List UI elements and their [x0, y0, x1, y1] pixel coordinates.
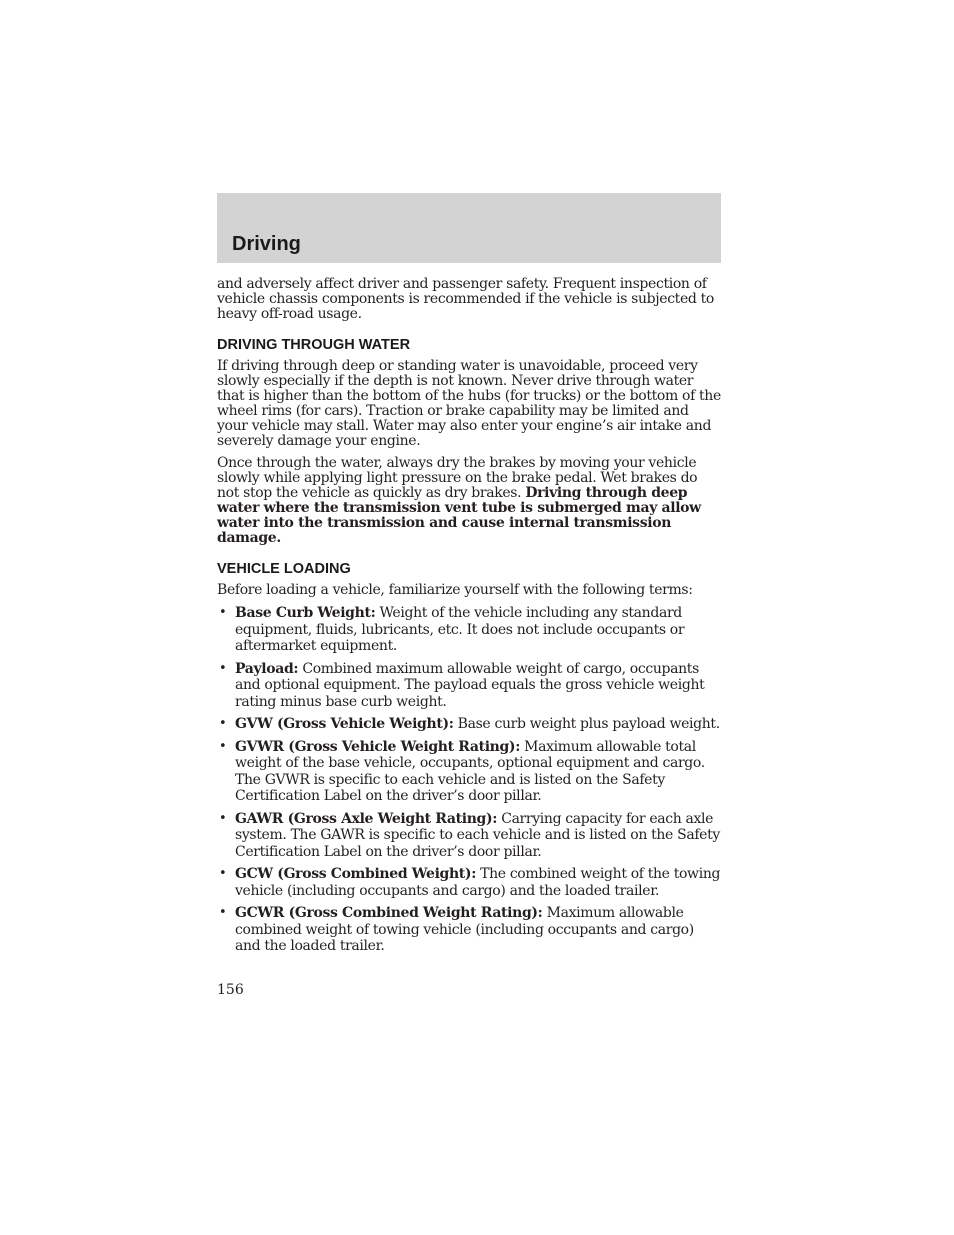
water-warning-text: Driving through deep water where the transmission vent tube is submerged may allow water into the transmission and cause internal transmission damage. [217, 485, 701, 546]
water-paragraph-1: If driving through deep or standing water is unavoidable, proceed very slowly especially if the depth is not known. Never drive through water that is higher than the bottom of the hubs (for trucks) or the bottom of the wheel rims (for cars). Traction or brake capability may be limited and your vehicle may stall. Water may also enter your engine’s air intake and severely damage your engine. [217, 358, 721, 449]
list-item [217, 739, 721, 805]
term-definition: Carrying capacity for each axle system. The GAWR is specific to each vehicle and is listed on the Safety Certification Label on the driver’s door pillar. [235, 810, 720, 860]
intro-paragraph: and adversely affect driver and passenger safety. Frequent inspection of vehicle chassis components is recommended if the vehicle is subjected to heavy off-road usage. [217, 276, 714, 322]
bullet-icon: • [219, 905, 227, 920]
term-name: GCWR (Gross Combined Weight Rating): [235, 905, 543, 921]
term-definition: Weight of the vehicle including any standard equipment, fluids, lubricants, etc. It does not include occupants or aftermarket equipment. [235, 605, 685, 654]
list-item [217, 905, 721, 955]
term-definition: Base curb weight plus payload weight. [457, 716, 720, 732]
list-item [217, 661, 721, 711]
list-item [217, 716, 721, 733]
bullet-icon: • [219, 716, 227, 731]
bullet-icon: • [219, 660, 227, 676]
term-definition: Maximum allowable combined weight of towing vehicle (including occupants and cargo) and the loaded trailer. [235, 905, 694, 954]
loading-terms-list [217, 605, 721, 955]
bullet-icon: • [219, 866, 227, 881]
page-content [217, 277, 721, 961]
term-name: GAWR (Gross Axle Weight Rating): [235, 810, 498, 827]
bullet-icon: • [219, 810, 227, 826]
water-paragraph-2 [217, 456, 721, 546]
term-definition: Maximum allowable total weight of the base vehicle, occupants, optional equipment and cargo. The GVWR is specific to each vehicle and is listed on the Safety Certification Label on the driver’s door pillar. [235, 738, 705, 804]
page-number: 156 [217, 982, 244, 998]
section-header-band [217, 193, 721, 263]
term-definition: Combined maximum allowable weight of cargo, occupants and optional equipment. The payload equals the gross vehicle weight rating minus base curb weight. [235, 660, 705, 710]
term-name: GVW (Gross Vehicle Weight): [235, 716, 454, 732]
loading-intro: Before loading a vehicle, familiarize yourself with the following terms: [217, 582, 693, 598]
term-name: GCW (Gross Combined Weight): [235, 866, 477, 882]
water-paragraph-2-text: Once through the water, always dry the brakes by moving your vehicle slowly while applying light pressure on the brake pedal. Wet brakes do not stop the vehicle as quickly as dry brakes. [217, 455, 698, 501]
list-item [217, 811, 721, 861]
term-name: GVWR (Gross Vehicle Weight Rating): [235, 738, 521, 755]
list-item [217, 866, 721, 899]
list-item [217, 605, 721, 655]
term-name: Payload: [235, 660, 299, 677]
term-name: Base Curb Weight: [235, 605, 376, 621]
heading-driving-through-water: DRIVING THROUGH WATER [217, 337, 411, 353]
term-definition: The combined weight of the towing vehicle (including occupants and cargo) and the loaded trailer. [235, 866, 721, 899]
bullet-icon: • [219, 738, 227, 754]
heading-vehicle-loading: VEHICLE LOADING [217, 561, 351, 577]
section-title: Driving [232, 233, 301, 255]
bullet-icon: • [219, 605, 227, 620]
